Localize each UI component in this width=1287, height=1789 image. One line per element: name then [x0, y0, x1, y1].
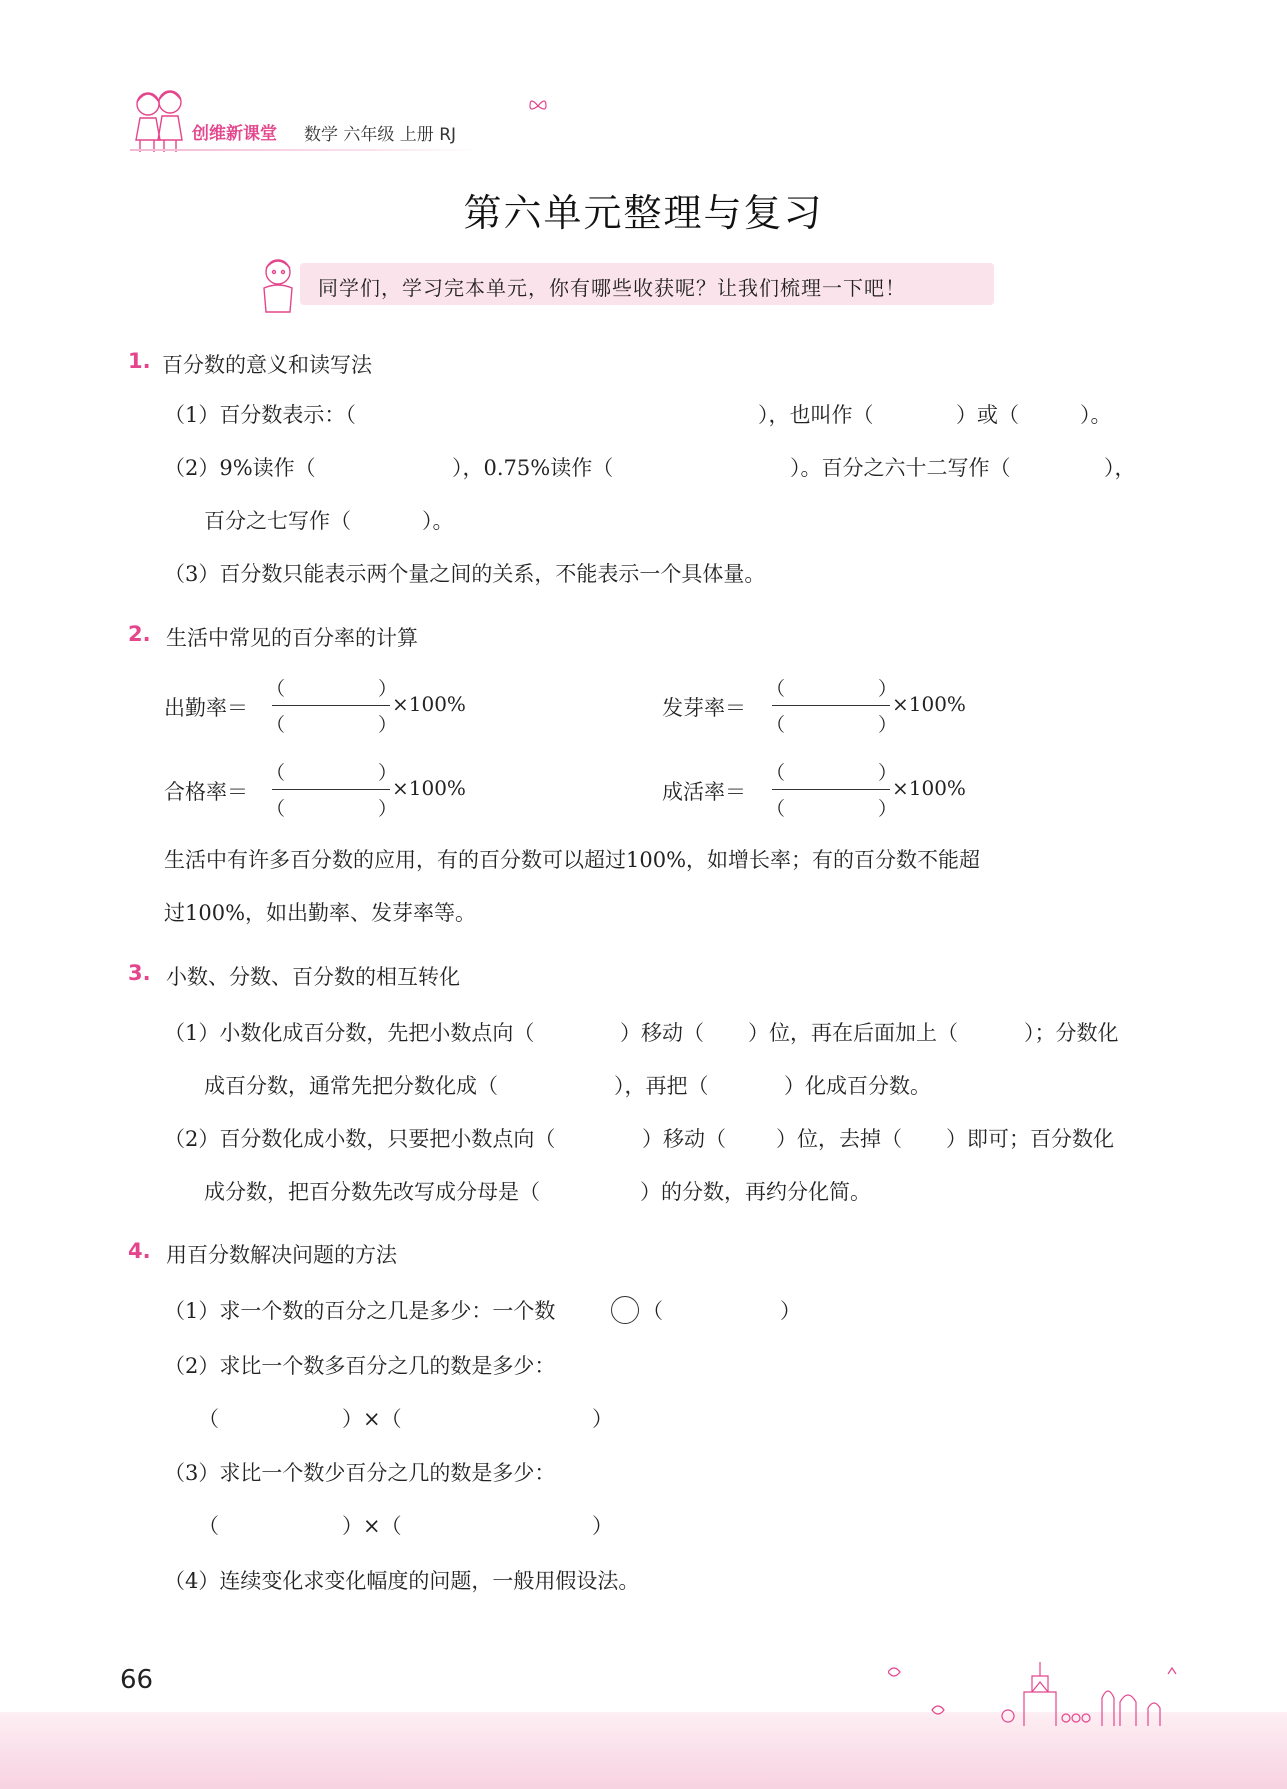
- rate-pass-fraction-bar: [272, 789, 390, 790]
- s3-line2-c: ）化成百分数。: [784, 1074, 931, 1098]
- header-subject: 数学 六年级 上册 RJ: [304, 125, 457, 145]
- s2-note-line1: 生活中有许多百分数的应用，有的百分数可以超过100%，如增长率；有的百分数不能超: [164, 848, 981, 872]
- s1-line3-a: 百分之七写作（: [204, 509, 351, 533]
- intro-banner-text: 同学们，学习完本单元，你有哪些收获呢？让我们梳理一下吧！: [318, 276, 906, 300]
- rate-pass-label: 合格率＝: [164, 780, 248, 804]
- header-kids-illustration: [128, 84, 192, 156]
- header-underline: [130, 149, 480, 151]
- s3-line1-d: ）；分数化: [1024, 1021, 1119, 1045]
- rate-survival-fraction-bar: [772, 789, 890, 790]
- s3-line3-d: ）即可；百分数化: [946, 1127, 1114, 1151]
- s1-line3-b: ）。: [422, 509, 454, 533]
- rate-germination-times: ×100%: [892, 692, 966, 716]
- s4-line2: （2）求比一个数多百分之几的数是多少：: [164, 1354, 556, 1378]
- s3-line1-b: ）移动（: [620, 1021, 704, 1045]
- s3-line3-a: （2）百分数化成小数，只要把小数点向（: [164, 1127, 556, 1151]
- page-title: 第六单元整理与复习: [463, 191, 824, 235]
- s4-line4: （3）求比一个数少百分之几的数是多少：: [164, 1461, 556, 1485]
- s3-line1-a: （1）小数化成百分数，先把小数点向（: [164, 1021, 535, 1045]
- rate-attendance-times: ×100%: [392, 692, 466, 716]
- s3-line2-b: ），再把（: [614, 1074, 709, 1098]
- s1-line1-c: ）或（: [956, 403, 1019, 427]
- s1-line1-a: （1）百分数表示：（: [164, 403, 356, 427]
- s2-note-line2: 过100%，如出勤率、发芽率等。: [164, 901, 477, 925]
- rate-attendance-den-open: （: [266, 714, 286, 736]
- s4-line5-open: （: [198, 1514, 219, 1538]
- rate-germination-num-close: ）: [878, 678, 898, 700]
- s4-line6: （4）连续变化求变化幅度的问题，一般用假设法。: [164, 1569, 640, 1593]
- s4-line1-close: ）: [780, 1299, 801, 1323]
- rate-pass-num-open: （: [266, 762, 286, 784]
- s4-line5-close: ）: [592, 1514, 613, 1538]
- s1-line2-d: ），: [1104, 456, 1136, 480]
- rate-germination-label: 发芽率＝: [662, 696, 746, 720]
- section-1-title: 百分数的意义和读写法: [162, 353, 372, 377]
- s1-line2-b: ），0.75%读作（: [452, 456, 614, 480]
- section-3-title: 小数、分数、百分数的相互转化: [166, 965, 460, 989]
- rate-pass-num-close: ）: [378, 762, 398, 784]
- rate-survival-label: 成活率＝: [662, 780, 746, 804]
- section-1-number: 1.: [128, 349, 151, 373]
- rate-germination-den-close: ）: [878, 714, 898, 736]
- operator-circle-blank[interactable]: [611, 1296, 639, 1324]
- s3-line3-c: ）位，去掉（: [776, 1127, 902, 1151]
- s4-line3-open: （: [198, 1407, 219, 1431]
- castle-illustration: [888, 1650, 1188, 1730]
- rate-pass-den-close: ）: [378, 798, 398, 820]
- rate-survival-num-open: （: [766, 762, 786, 784]
- rate-pass-times: ×100%: [392, 776, 466, 800]
- s3-line4-b: ）的分数，再约分化简。: [640, 1180, 871, 1204]
- s1-line1-d: ）。: [1080, 403, 1112, 427]
- s1-line1-b: ），也叫作（: [758, 403, 874, 427]
- rate-germination-den-open: （: [766, 714, 786, 736]
- teacher-illustration: [256, 254, 302, 316]
- rate-attendance-label: 出勤率＝: [164, 696, 248, 720]
- section-4-title: 用百分数解决问题的方法: [166, 1243, 397, 1267]
- s4-line1-open: （: [642, 1299, 663, 1323]
- section-2-number: 2.: [128, 622, 151, 646]
- section-4-number: 4.: [128, 1239, 151, 1263]
- s1-line2-c: ）。百分之六十二写作（: [790, 456, 1011, 480]
- butterfly-icon: [528, 98, 548, 114]
- s1-line2-a: （2）9%读作（: [164, 456, 316, 480]
- header-brand: 创维新课堂: [192, 124, 277, 144]
- rate-attendance-num-close: ）: [378, 678, 398, 700]
- s4-line5-times: ）×（: [342, 1514, 402, 1538]
- s3-line1-c: ）位，再在后面加上（: [748, 1021, 958, 1045]
- s3-line2-a: 成百分数，通常先把分数化成（: [204, 1074, 498, 1098]
- s3-line4-a: 成分数，把百分数先改写成分母是（: [204, 1180, 540, 1204]
- rate-survival-den-open: （: [766, 798, 786, 820]
- rate-survival-den-close: ）: [878, 798, 898, 820]
- rate-attendance-num-open: （: [266, 678, 286, 700]
- section-2-title: 生活中常见的百分率的计算: [166, 626, 418, 650]
- rate-attendance-den-close: ）: [378, 714, 398, 736]
- page-number: 66: [120, 1665, 154, 1695]
- rate-survival-num-close: ）: [878, 762, 898, 784]
- rate-germination-fraction-bar: [772, 705, 890, 706]
- rate-attendance-fraction-bar: [272, 705, 390, 706]
- section-3-number: 3.: [128, 961, 151, 985]
- s4-line3-close: ）: [592, 1407, 613, 1431]
- s3-line3-b: ）移动（: [642, 1127, 726, 1151]
- rate-survival-times: ×100%: [892, 776, 966, 800]
- rate-pass-den-open: （: [266, 798, 286, 820]
- rate-germination-num-open: （: [766, 678, 786, 700]
- s1-line4: （3）百分数只能表示两个量之间的关系，不能表示一个具体量。: [164, 562, 766, 586]
- s4-line3-times: ）×（: [342, 1407, 402, 1431]
- s4-line1-a: （1）求一个数的百分之几是多少：一个数: [164, 1299, 556, 1323]
